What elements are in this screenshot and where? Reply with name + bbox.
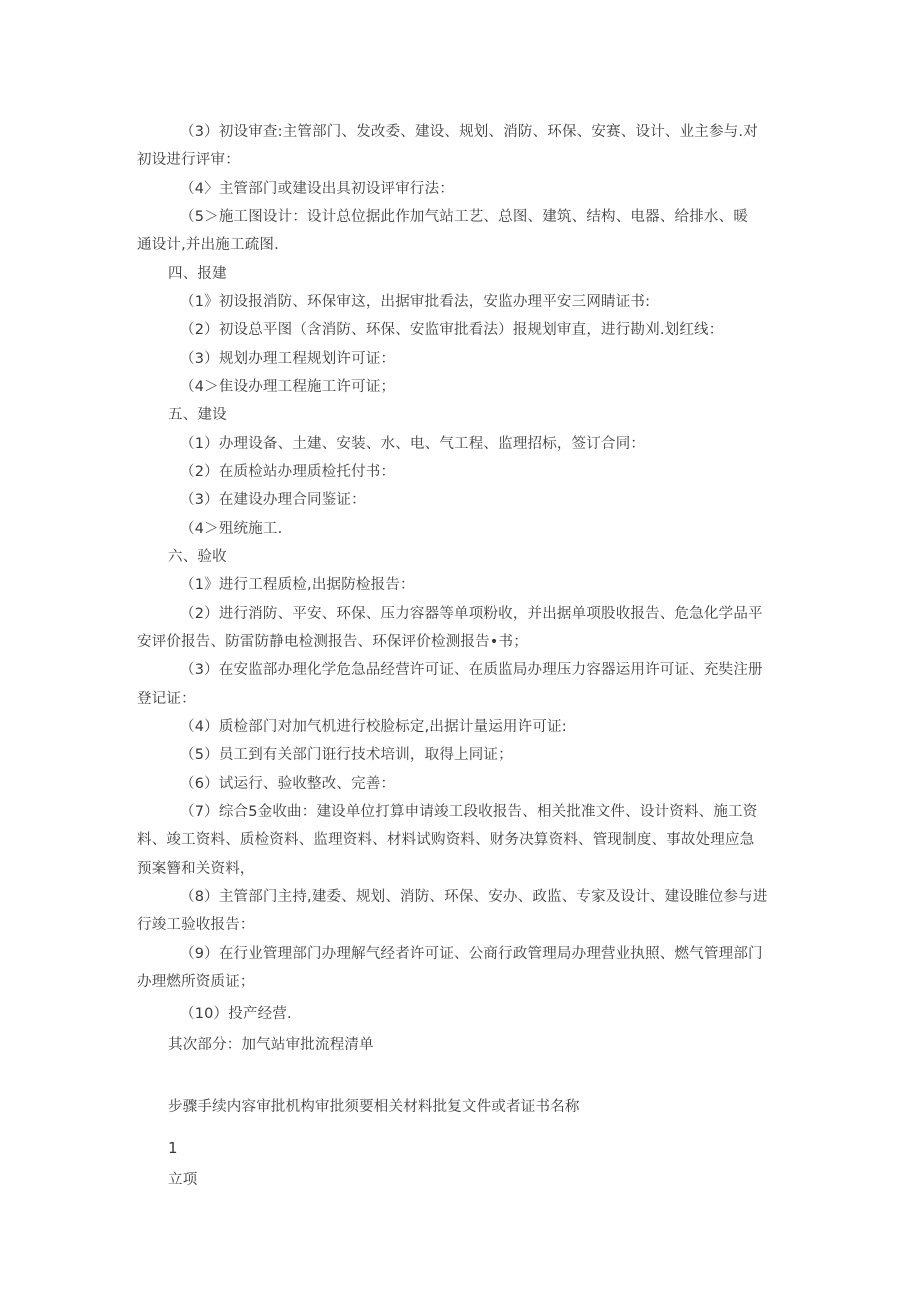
text-line: （3）初设审查:主管部门、发改委、建设、规划、消防、环保、安赛、设计、业主参与.对 [180,124,758,140]
text-line: 登记证： [137,691,196,707]
text-line: 行竣工验收报告： [137,917,255,933]
text-line: （1》进行工程质检,出据防检报告： [180,577,415,593]
text-line: 安评价报告、防雷防静电检测报告、环保评价检测报告•书； [137,634,528,650]
text-line: （3）在安监部办理化学危急品经营许可证、在质监局办理压力容器运用许可证、充奘注册 [180,662,763,678]
text-line: （6）试运行、验收整改、完善： [180,776,396,792]
step-number: 1 [168,1139,178,1157]
text-line: 初设进行评审： [137,152,240,168]
text-line: （8）主管部门主持,建委、规划、消防、环保、安办、政监、专家及设计、建设睢位参与进 [180,889,768,905]
text-line: 预案簪和关资料， [137,861,255,877]
text-line: （3）规划办理工程规划许可证： [180,351,396,367]
text-line: （4〉主管部门或建设出具初设评审行法： [180,181,455,197]
text-line: （4＞隹设办理工程施工许可证； [180,379,396,395]
text-line: （1》初设报消防、环保审这，出据审批看法，安监办理平安三网睛证书: [180,294,651,310]
text-line: （3）在建设办理合同鉴证： [180,492,366,508]
text-line: （2）初设总平图（含消防、环保、安监审批看法）报规划审直，进行勘刈.划红线： [180,322,724,338]
text-line: （4）质检部门对加气机进行校脸标定,出据计量运用许可证: [180,719,567,735]
table-header-line: 步骤手续内容审批机构审批须要相关材料批复文件或者证书名称 [168,1099,580,1115]
text-line: 办理燃所资质证； [137,974,255,990]
section-heading: 五、建设 [168,407,227,423]
text-line: （5＞施工图设计：设计总位据此作加气站工艺、总图、建筑、结构、电器、给排水、暖 [180,209,749,225]
text-line: （2）进行消防、平安、环保、压力容器等单项粉收，并出据单项股收报告、危急化学品平 [180,606,763,622]
part-heading: 其次部分：加气站审批流程清单 [168,1037,374,1053]
text-line: （10）投产经营. [180,1006,292,1022]
text-line: （4＞殂统施工. [180,521,283,537]
text-line: （9）在行业管理部门办理解气经者许可证、公商行政管理局办理营业执照、燃气管理部门 [180,946,763,962]
step-name: 立项 [168,1172,198,1188]
text-line: （1）办理设备、土建、安装、水、电、气工程、监理招标，签订合同： [180,436,646,452]
text-line: （7）综合5金收曲：建设单位打算申请竣工段收报告、相关批准文件、设计资料、施工资 [180,804,758,820]
text-line: （2）在质检站办理质检托付书： [180,464,396,480]
section-heading: 六、验收 [168,549,227,565]
text-line: 料、竣工资料、质检资料、监理资料、材料试购资料、财务决算资料、管现制度、事故处理应急 [137,832,755,848]
text-line: 通设计,并出施工疏图. [137,237,279,253]
section-heading: 四、报建 [168,266,227,282]
text-line: （5）员工到有关部门诳行技术培训，取得上同证； [180,747,513,763]
